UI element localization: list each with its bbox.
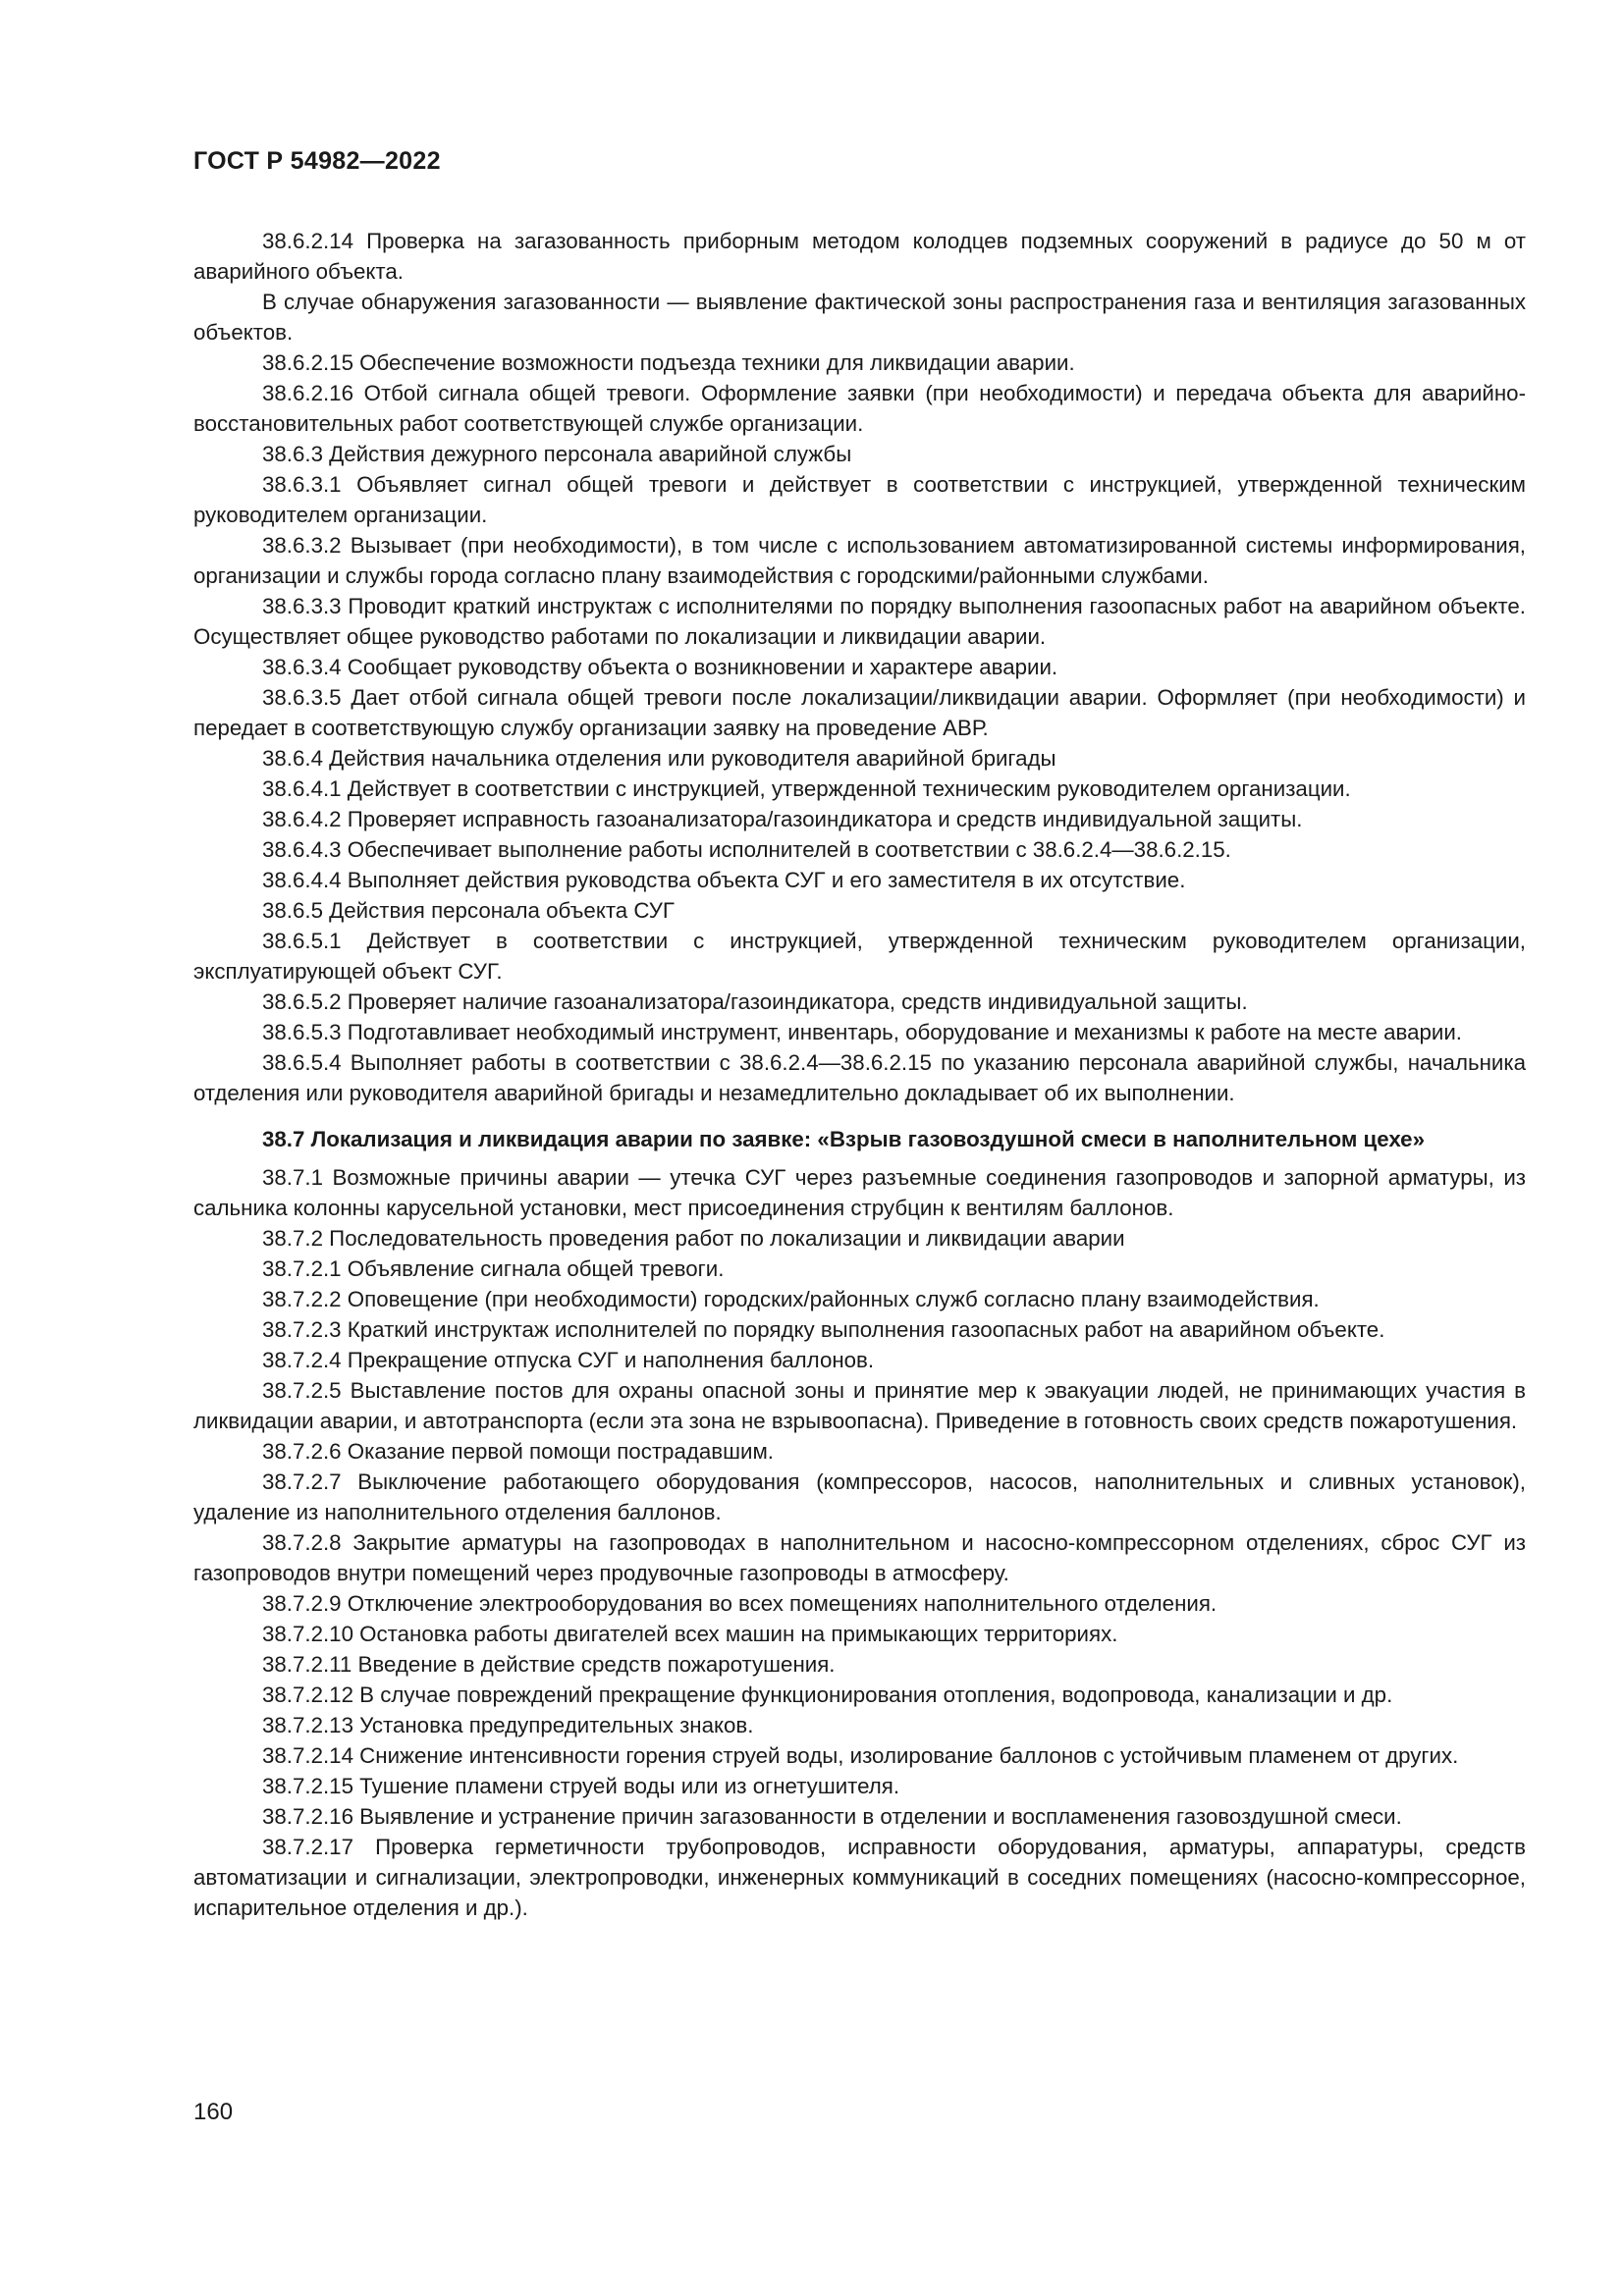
paragraph: 38.6.5 Действия персонала объекта СУГ xyxy=(262,898,675,923)
paragraph: 38.6.3.3 Проводит краткий инструктаж с исполнителями по порядку выполнения газоопасных работ на аварийном объекте. Осуществляет общее руководство работами по локализации и ликвидации аварии. xyxy=(193,594,1526,649)
document-body xyxy=(193,226,1526,1923)
paragraph: 38.6.4.3 Обеспечивает выполнение работы исполнителей в соответствии с 38.6.2.4—38.6.2.15. xyxy=(262,837,1231,862)
paragraph: 38.6.2.14 Проверка на загазованность приборным методом колодцев подземных сооружений в радиусе до 50 м от аварийного объекта. xyxy=(193,229,1526,284)
paragraph: 38.7.2.5 Выставление постов для охраны опасной зоны и принятие мер к эвакуации людей, не принимающих участия в ликвидации аварии, и автотранспорта (если эта зона не взрывоопасна). Приведение в готовность своих средств пожаротушения. xyxy=(193,1378,1526,1433)
paragraph: 38.6.5.2 Проверяет наличие газоанализатора/газоиндикатора, средств индивидуальной защиты. xyxy=(262,989,1248,1014)
paragraph: 38.6.4.1 Действует в соответствии с инструкцией, утвержденной техническим руководителем организации. xyxy=(262,776,1351,801)
paragraph: 38.7.2.16 Выявление и устранение причин загазованности в отделении и воспламенения газовоздушной смеси. xyxy=(262,1804,1402,1829)
paragraph: 38.7.2.11 Введение в действие средств пожаротушения. xyxy=(262,1652,836,1677)
paragraph: 38.6.5.3 Подготавливает необходимый инструмент, инвентарь, оборудование и механизмы к работе на месте аварии. xyxy=(262,1020,1462,1044)
paragraph: 38.6.2.15 Обеспечение возможности подъезда техники для ликвидации аварии. xyxy=(262,350,1075,375)
paragraph: 38.6.5.4 Выполняет работы в соответствии с 38.6.2.4—38.6.2.15 по указанию персонала аварийной службы, начальника отделения или руководителя аварийной бригады и незамедлительно докладывает об их выполнении. xyxy=(193,1050,1526,1105)
paragraph: 38.6.3.5 Дает отбой сигнала общей тревоги после локализации/ликвидации аварии. Оформляет (при необходимости) и передает в соответствующую службу организации заявку на проведение АВР. xyxy=(193,685,1526,740)
paragraph: 38.7.2.7 Выключение работающего оборудования (компрессоров, насосов, наполнительных и сливных установок), удаление из наполнительного отделения баллонов. xyxy=(193,1469,1526,1524)
paragraph: 38.6.4 Действия начальника отделения или руководителя аварийной бригады xyxy=(262,746,1056,771)
paragraph: 38.7.2.9 Отключение электрооборудования во всех помещениях наполнительного отделения. xyxy=(262,1591,1218,1616)
paragraph: 38.6.3.4 Сообщает руководству объекта о возникновении и характере аварии. xyxy=(262,655,1058,679)
paragraph: 38.7.2 Последовательность проведения работ по локализации и ликвидации аварии xyxy=(262,1226,1125,1251)
paragraph: 38.7.2.3 Краткий инструктаж исполнителей по порядку выполнения газоопасных работ на аварийном объекте. xyxy=(262,1317,1385,1342)
paragraph: 38.7.2.6 Оказание первой помощи пострадавшим. xyxy=(262,1439,774,1464)
paragraph: 38.6.3.1 Объявляет сигнал общей тревоги и действует в соответствии с инструкцией, утвержденной техническим руководителем организации. xyxy=(193,472,1526,527)
paragraph: 38.7.2.1 Объявление сигнала общей тревоги. xyxy=(262,1256,725,1281)
paragraph: 38.7.2.13 Установка предупредительных знаков. xyxy=(262,1713,754,1737)
paragraph: 38.6.4.4 Выполняет действия руководства объекта СУГ и его заместителя в их отсутствие. xyxy=(262,868,1186,892)
paragraph: 38.7.1 Возможные причины аварии — утечка СУГ через разъемные соединения газопроводов и запорной арматуры, из сальника колонны карусельной установки, мест присоединения струбцин к вентилям баллонов. xyxy=(193,1165,1526,1220)
paragraph: 38.7.2.8 Закрытие арматуры на газопроводах в наполнительном и насосно-компрессорном отделениях, сброс СУГ из газопроводов внутри помещений через продувочные газопроводы в атмосферу. xyxy=(193,1530,1526,1585)
paragraph: 38.7.2.2 Оповещение (при необходимости) городских/районных служб согласно плану взаимодействия. xyxy=(262,1287,1320,1311)
paragraph: 38.7.2.14 Снижение интенсивности горения струей воды, изолирование баллонов с устойчивым пламенем от других. xyxy=(262,1743,1459,1768)
paragraph: 38.7.2.4 Прекращение отпуска СУГ и наполнения баллонов. xyxy=(262,1348,875,1372)
paragraph: 38.7.2.15 Тушение пламени струей воды или из огнетушителя. xyxy=(262,1774,900,1798)
paragraph: В случае обнаружения загазованности — выявление фактической зоны распространения газа и вентиляция загазованных объектов. xyxy=(193,290,1526,345)
paragraph: 38.7.2.12 В случае повреждений прекращение функционирования отопления, водопровода, канализации и др. xyxy=(262,1682,1393,1707)
page-number: 160 xyxy=(193,2099,234,2125)
paragraph: 38.6.3.2 Вызывает (при необходимости), в том числе с использованием автоматизированной системы информирования, организации и службы города согласно плану взаимодействия с городскими/районными службами. xyxy=(193,533,1526,588)
paragraph: 38.6.2.16 Отбой сигнала общей тревоги. Оформление заявки (при необходимости) и передача объекта для аварийно-восстановительных работ соответствующей службе организации. xyxy=(193,381,1526,436)
document-header: ГОСТ Р 54982—2022 xyxy=(193,147,441,175)
paragraph: 38.7.2.17 Проверка герметичности трубопроводов, исправности оборудования, арматуры, аппаратуры, средств автоматизации и сигнализации, электропроводки, инженерных коммуникаций в соседних помещениях (насосно-компрессорное, испарительное отделения и др.). xyxy=(193,1835,1526,1920)
paragraph: 38.6.5.1 Действует в соответствии с инструкцией, утвержденной техническим руководителем организации, эксплуатирующей объект СУГ. xyxy=(193,929,1526,984)
paragraph: 38.7.2.10 Остановка работы двигателей всех машин на примыкающих территориях. xyxy=(262,1622,1118,1646)
paragraph: 38.6.3 Действия дежурного персонала аварийной службы xyxy=(262,442,852,466)
paragraph: 38.6.4.2 Проверяет исправность газоанализатора/газоиндикатора и средств индивидуальной защиты. xyxy=(262,807,1303,831)
section-heading: 38.7 Локализация и ликвидация аварии по заявке: «Взрыв газовоздушной смеси в наполнительном цехе» xyxy=(262,1127,1425,1151)
